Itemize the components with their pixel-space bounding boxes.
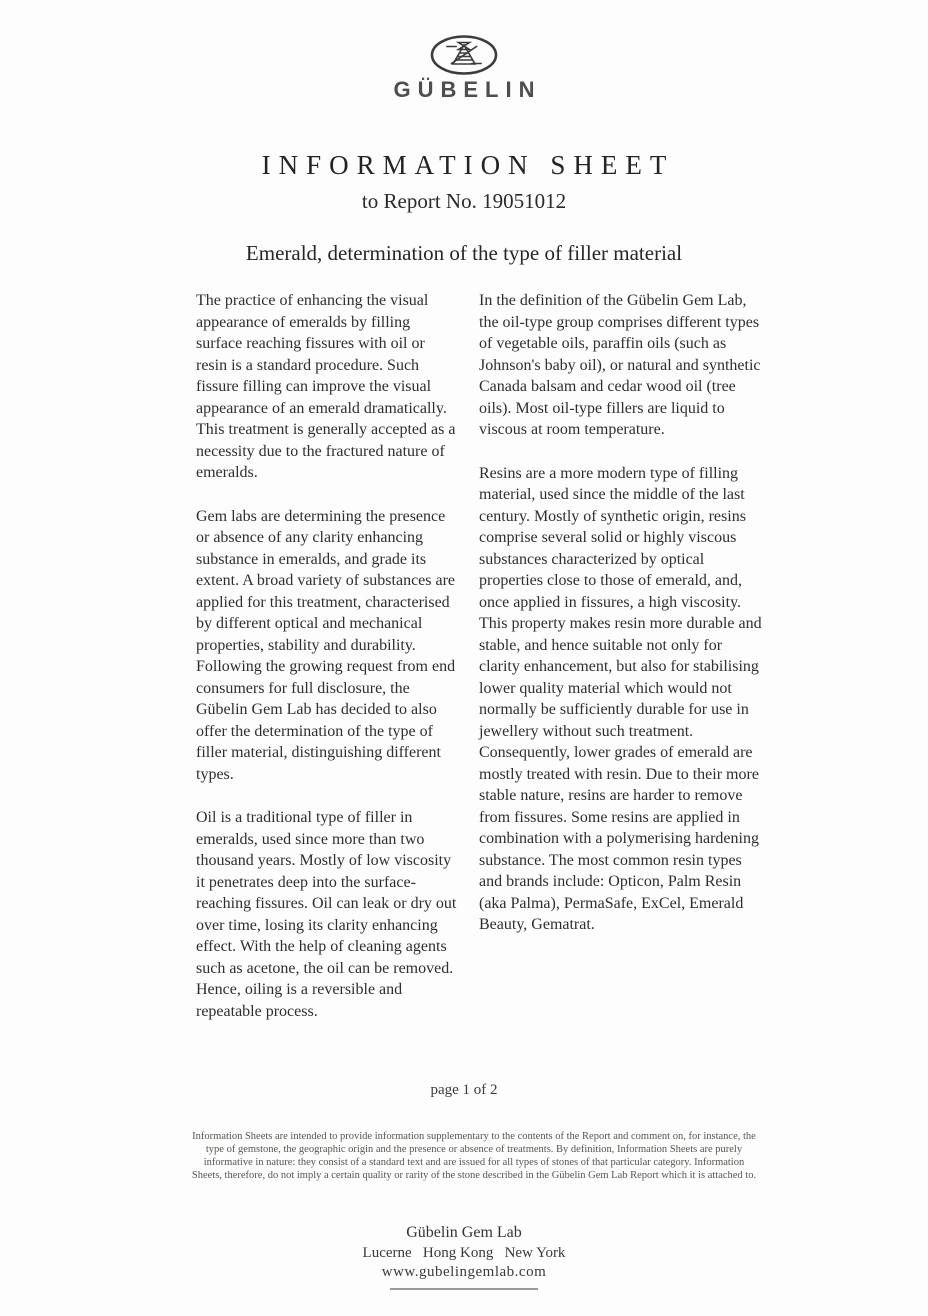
body-columns bbox=[196, 290, 762, 1044]
footer-divider bbox=[390, 1288, 538, 1290]
brand-name: GÜBELIN bbox=[393, 77, 542, 102]
gubelin-emblem-icon bbox=[428, 34, 500, 76]
paragraph-oil: Oil is a traditional type of filler in emeralds, used since more than two thousand years. Mostly of low viscosity it penetrates deep into the surface-reaching fissures. Oil can leak or dry out over time, losing its clarity enhancing effect. With the help of cleaning agents such as acetone, the oil can be removed. Hence, oiling is a reversible and repeatable process. bbox=[196, 809, 457, 1020]
paragraph-oil-type-definition: In the definition of the Gübelin Gem Lab, the oil-type group comprises different types of vegetable oils, paraffin oils (such as Johnson's baby oil), or natural and synthetic Canada balsam and cedar wood oil (tree oils). Most oil-type fillers are liquid to viscous at room temperature. bbox=[479, 292, 761, 438]
footer-website: www.gubelingemlab.com bbox=[381, 1264, 547, 1280]
footer-lab-name: Gübelin Gem Lab bbox=[406, 1224, 522, 1241]
report-number-subtitle: to Report No. 19051012 bbox=[361, 189, 567, 213]
gubelin-logo bbox=[0, 34, 928, 103]
document-title: INFORMATION SHEET bbox=[261, 150, 675, 180]
paragraph-practice: The practice of enhancing the visual appearance of emeralds by filling surface reaching fissures with oil or resin is a standard procedure. Such fissure filling can improve the visual appearance of an emerald dramatically. This treatment is generally accepted as a necessity due to the fractured nature of emeralds. bbox=[196, 292, 456, 481]
disclaimer-text: Information Sheets are intended to provide information supplementary to the contents of the Report and comment on, for instance, the type of gemstone, the geographic origin and the presence or absence of treatments. By definition, Information Sheets are purely informative in nature: they consist of a standard text and are issued for all types of stones of that particular category. Information Sheets, therefore, do not imply a certain quality or rarity of the stone described in the Gübelin Gem Lab Report which it is attached to. bbox=[191, 1131, 757, 1181]
page-indicator: page 1 of 2 bbox=[430, 1082, 498, 1098]
footer bbox=[0, 1224, 928, 1290]
right-column bbox=[479, 290, 762, 1044]
paragraph-resins: Resins are a more modern type of filling material, used since the middle of the last century. Mostly of synthetic origin, resins comprise several solid or highly viscous substances characterized by optical properties close to those of emerald, and, once applied in fissures, a high viscosity. This property makes resin more durable and stable, and hence suitable not only for clarity enhancement, but also for stabilising lower quality material which would not normally be sufficiently durable for use in jewellery without such treatment. Consequently, lower grades of emerald are mostly treated with resin. Due to their more stable nature, resins are harder to remove from fissures. Some resins are applied in combination with a polymerising hardening substance. The most common resin types and brands include: Opticon, Palm Resin (aka Palma), PermaSafe, ExCel, Emerald Beauty, Gematrat. bbox=[479, 464, 762, 933]
paragraph-gem-labs: Gem labs are determining the presence or absence of any clarity enhancing substance in emeralds, and grade its extent. A broad variety of substances are applied for this treatment, characterised by different optical and mechanical properties, stability and durability. Following the growing request from end consumers for full disclosure, the Gübelin Gem Lab has decided to also offer the determination of the type of filler material, distinguishing different types. bbox=[196, 507, 456, 783]
document-heading: Emerald, determination of the type of filler material bbox=[245, 241, 683, 265]
left-column bbox=[196, 290, 459, 1044]
footer-locations: Lucerne Hong Kong New York bbox=[362, 1245, 566, 1261]
